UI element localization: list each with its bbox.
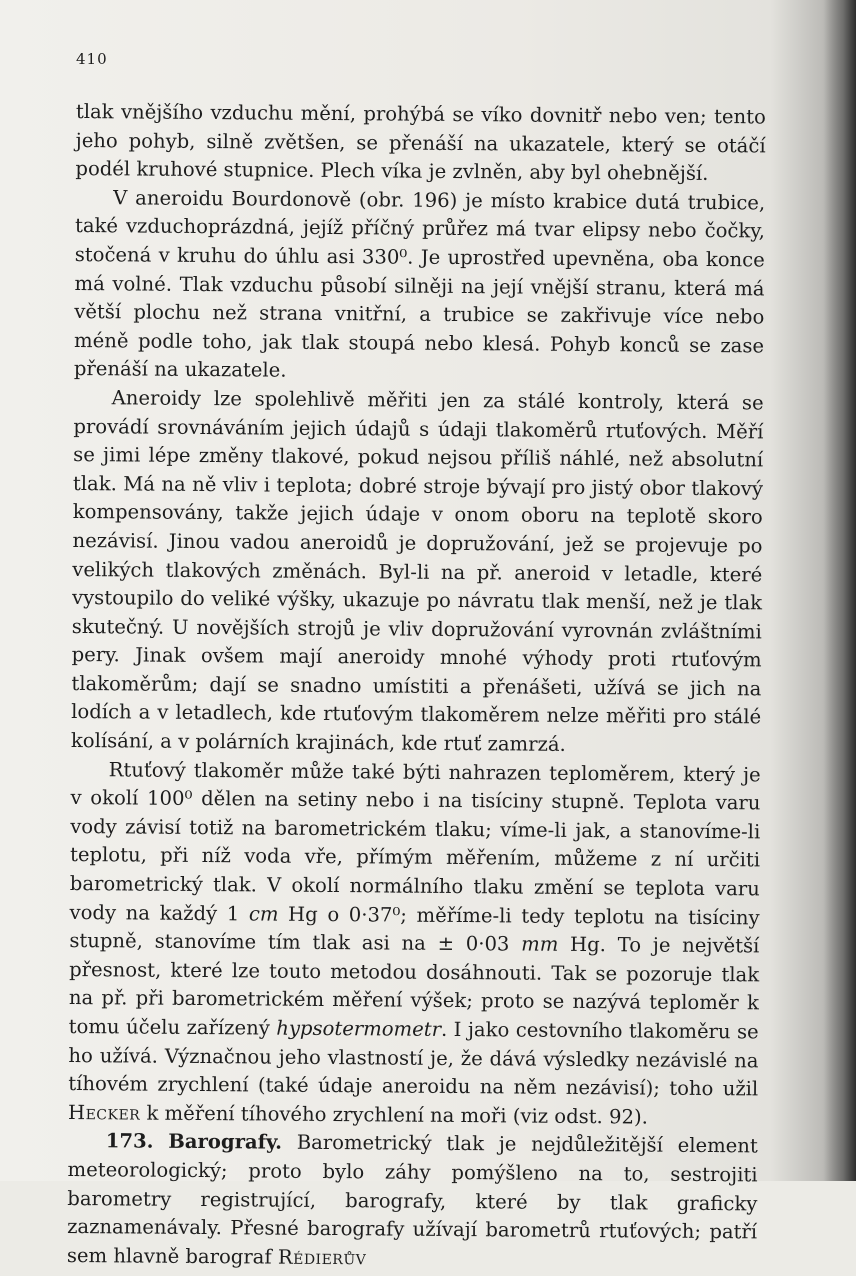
- paragraph-4: [68, 756, 761, 1133]
- page-binding-shadow: [824, 0, 856, 1181]
- page-number: 410: [76, 50, 108, 68]
- unit-cm: cm: [248, 902, 279, 926]
- section-173: [67, 1127, 758, 1275]
- term-hypsotermometr: hypsotermometr: [276, 1016, 442, 1041]
- name-rediaer: Rédierův: [277, 1245, 367, 1270]
- section-number: 173.: [105, 1129, 154, 1154]
- paragraph-4-text-e: k měření tíhového zrychlení na moři (viz odst. 92).: [140, 1101, 648, 1129]
- paragraph-4-text-c: Hg. To je největší přesnost, které lze touto metodou dosáhnouti. Tak se pozoruje tlak na př. při barometrickém měření výšek; proto se nazývá teploměr k tomu účelu zařízený: [68, 933, 760, 1040]
- paragraph-4-text-a: Rtuťový tlakoměr může také býti nahrazen teploměrem, který je v okolí 100⁰ dělen na setiny nebo i na tisíciny stupně. Teplota varu vody závisí totiž na barometrickém tlaku; víme-li jak, a stanovíme-li teplotu, při níž voda vře, přímým měřením, můžeme z ní určiti barometrický tlak. V okolí normálního tlaku změní se teplota varu vody na každý 1: [69, 757, 761, 926]
- name-hecker: Hecker: [67, 1100, 141, 1125]
- section-title: Barografy.: [168, 1130, 283, 1155]
- paragraph-4-text-b: Hg o 0·37⁰; měříme-li tedy teplotu na tisíciny stupně, stanovíme tím tlak asi na ± 0·03: [69, 902, 760, 956]
- section-173-text: Barometrický tlak je nejdůležitější element meteorologický; proto bylo záhy pomýšleno na to, sestrojiti barometry registrující, barografy, které by tlak graficky zaznamenávaly. Přesné barografy užívají barometrů rtuťových; patří sem hlavně barograf: [66, 1131, 758, 1269]
- unit-mm: mm: [521, 932, 559, 957]
- paragraph-2: V aneroidu Bourdonově (obr. 196) je místo krabice dutá trubice, také vzduchoprázdná, jejíž příčný průřez má tvar elipsy nebo čočky, stočená v kruhu do úhlu asi 330⁰. Je uprostřed upevněna, oba konce má volné. Tlak vzduchu působí silněji na její vnější stranu, která má větší plochu než strana vnitřní, a trubice se zakřivuje více nebo méně podle toho, jak tlak stoupá nebo klesá. Pohyb konců se zase přenáší na ukazatele.: [73, 186, 766, 383]
- page-body: [67, 98, 766, 1276]
- paragraph-4-text-d: . I jako cestovního tlakoměru se ho užívá. Význačnou jeho vlastností je, že dává výsledky nezávislé na tíhovém zrychlení (také údaje aneroidu na něm nezávisí); toho užil: [68, 1017, 759, 1101]
- paragraph-1: tlak vnějšího vzduchu mění, prohýbá se víko dovnitř nebo ven; tento jeho pohyb, silně zvětšen, se přenáší na ukazatele, který se otáčí podél kruhové stupnice. Plech víka je zvlněn, aby byl ohebnější.: [75, 99, 766, 186]
- paragraph-3: Aneroidy lze spolehlivě měřiti jen za stálé kontroly, která se provádí srovnáváním jejich údajů s údaji tlakoměrů rtuťových. Měří se jimi lépe změny tlakové, pokud nejsou příliš náhlé, než absolutní tlak. Má na ně vliv i teplota; dobré stroje bývají pro jistý obor tlakový kompensovány, takže jejich údaje v onom oboru na teplotě skoro nezávisí. Jinou vadou aneroidů je dopružování, jež se projevuje po velikých tlakových změnách. Byl-li na př. aneroid v letadle, které vystoupilo do veliké výšky, ukazuje po návratu tlak menší, než je tlak skutečný. U novějších strojů je vliv dopružování vyrovnán zvláštními pery. Jinak ovšem mají aneroidy mnohé výhody proti rtuťovým tlakoměrům; dají se snadno umístiti a přenášeti, užívá se jich na lodích a v letadlech, kde rtuťovým tlakoměrem nelze měřiti pro stálé kolísání, a v polárních krajinách, kde rtuť zamrzá.: [70, 386, 764, 756]
